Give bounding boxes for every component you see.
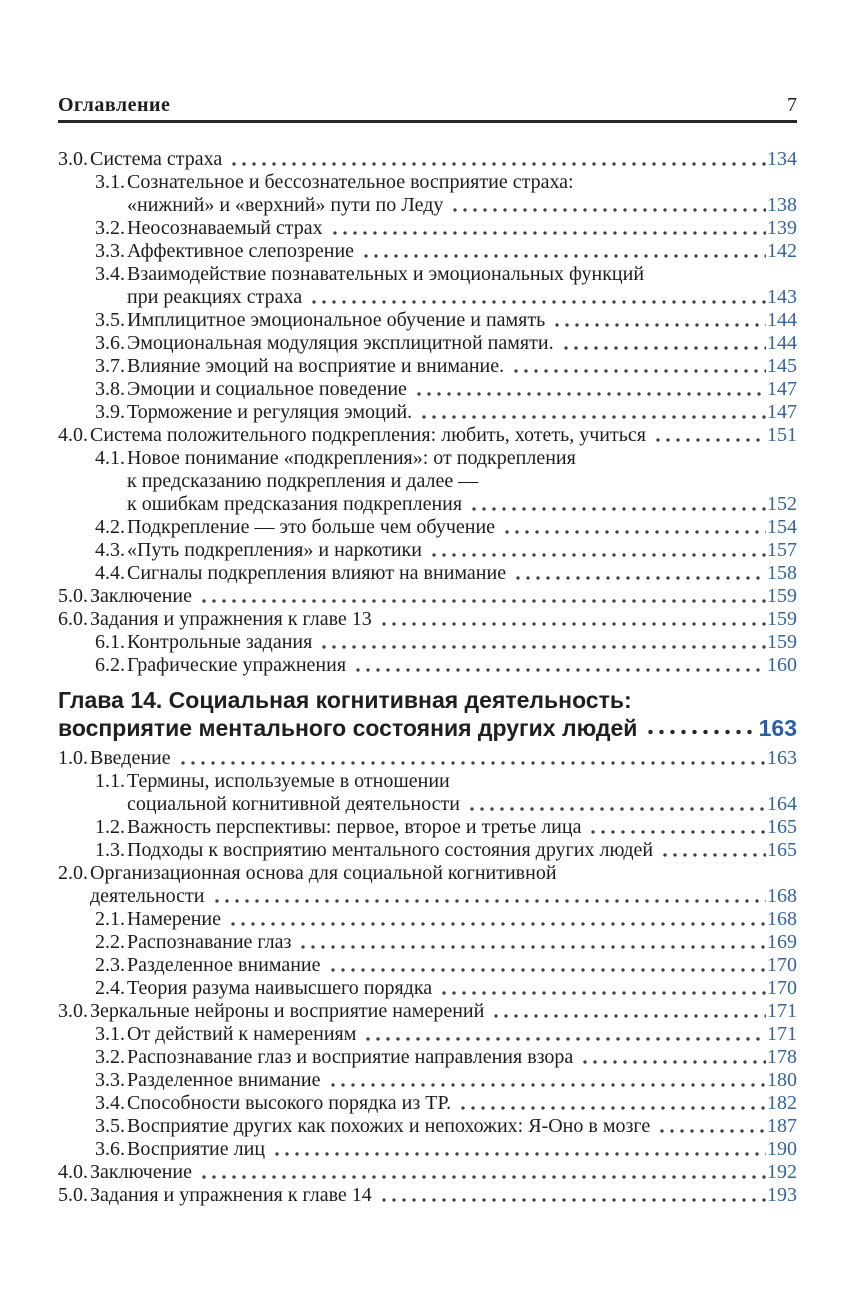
entry-title-line: Подкрепление — это больше чем обучение — [127, 516, 496, 538]
entry-line — [58, 539, 797, 562]
entry-number: 4.0. — [58, 424, 88, 446]
running-head — [58, 94, 797, 117]
entry-line — [58, 908, 797, 931]
entry-number: 3.5. — [95, 309, 125, 331]
entry-number: 4.0. — [58, 1161, 88, 1183]
dot-leader — [296, 931, 766, 954]
dot-leader — [437, 977, 766, 1000]
entry-title-line: Заключение — [90, 1161, 192, 1183]
entry-line — [58, 631, 797, 654]
entry-page-number: 159 — [767, 608, 797, 630]
toc-entry — [58, 1161, 797, 1184]
entry-title-line: Аффективное слепозрение — [127, 240, 355, 262]
entry-line — [58, 1115, 797, 1138]
entry-page-number: 165 — [767, 839, 797, 861]
dot-leader — [586, 816, 766, 839]
entry-line — [58, 770, 797, 793]
entry-page-number: 182 — [767, 1092, 797, 1114]
chapter-heading-line — [58, 686, 797, 714]
entry-page-number: 187 — [767, 1115, 797, 1137]
entry-number: 3.0. — [58, 1000, 88, 1022]
entry-page-number: 142 — [767, 240, 797, 262]
entry-number: 1.0. — [58, 747, 88, 769]
entry-number: 2.2. — [95, 931, 125, 953]
dot-leader — [417, 401, 766, 424]
entry-title-line: Восприятие лиц — [127, 1138, 266, 1160]
entry-line — [58, 562, 797, 585]
toc-entry — [58, 539, 797, 562]
entry-number: 3.4. — [95, 1092, 125, 1114]
entry-line — [58, 862, 797, 885]
chapter-title-line: восприятие ментального состояния других людей — [58, 715, 638, 741]
toc-entry — [58, 447, 797, 516]
dot-leader — [448, 194, 766, 217]
entry-title-line: Зеркальные нейроны и восприятие намерений — [90, 1000, 485, 1022]
dot-leader — [643, 714, 756, 742]
entry-line — [58, 217, 797, 240]
entry-line — [58, 1046, 797, 1069]
entry-number: 2.4. — [95, 977, 125, 999]
entry-number: 4.4. — [95, 562, 125, 584]
entry-line — [58, 954, 797, 977]
entry-line — [58, 1069, 797, 1092]
entry-number: 3.8. — [95, 378, 125, 400]
dot-leader — [361, 1023, 766, 1046]
entry-number: 6.2. — [95, 654, 125, 676]
dot-leader — [317, 631, 766, 654]
entry-title-line: Взаимодействие познавательных и эмоциональных функций — [127, 263, 645, 285]
entry-number: 3.6. — [95, 332, 125, 354]
entry-line — [58, 931, 797, 954]
entry-page-number: 164 — [767, 793, 797, 815]
dot-leader — [500, 516, 766, 539]
entry-page-number: 168 — [767, 908, 797, 930]
entry-title-line: социальной когнитивной деятельности — [127, 793, 460, 815]
entry-page-number: 160 — [767, 654, 797, 676]
dot-leader — [359, 240, 766, 263]
entry-number: 2.3. — [95, 954, 125, 976]
dot-leader — [412, 378, 766, 401]
entry-title-line: Эмоции и социальное поведение — [127, 378, 407, 400]
dot-leader — [651, 424, 766, 447]
entry-page-number: 144 — [767, 332, 797, 354]
entry-number: 3.5. — [95, 1115, 125, 1137]
toc-entry — [58, 171, 797, 217]
dot-leader — [465, 793, 766, 816]
dot-leader — [658, 839, 766, 862]
toc-entry — [58, 378, 797, 401]
toc-entry — [58, 516, 797, 539]
entry-number: 2.1. — [95, 908, 125, 930]
entry-title-line: «Путь подкрепления» и наркотики — [127, 539, 422, 561]
entry-title-line: Разделенное внимание — [127, 1069, 321, 1091]
entry-page-number: 159 — [767, 631, 797, 653]
entry-number: 3.1. — [95, 171, 125, 193]
entry-line — [58, 1023, 797, 1046]
entry-title-line: Эмоциональная модуляция эксплицитной памяти. — [127, 332, 554, 354]
entry-title-line: Задания и упражнения к главе 14 — [90, 1184, 372, 1206]
entry-title-line: Влияние эмоций на восприятие и внимание. — [127, 355, 505, 377]
entry-line — [58, 793, 797, 816]
entry-line — [58, 585, 797, 608]
entry-title-line: Намерение — [127, 908, 222, 930]
dot-leader — [377, 1184, 766, 1207]
entry-page-number: 192 — [767, 1161, 797, 1183]
entry-line — [58, 493, 797, 516]
entry-title-line: От действий к намерениям — [127, 1023, 357, 1045]
toc-entry — [58, 816, 797, 839]
dot-leader — [226, 908, 766, 931]
entry-number: 4.1. — [95, 447, 125, 469]
entry-page-number: 138 — [767, 194, 797, 216]
entry-line — [58, 332, 797, 355]
entry-title-line: Способности высокого порядка из ТР. — [127, 1092, 452, 1114]
entry-number: 1.2. — [95, 816, 125, 838]
entry-title-line: Система страха — [90, 148, 223, 170]
entry-page-number: 144 — [767, 309, 797, 331]
dot-leader — [550, 309, 766, 332]
toc-list — [58, 148, 797, 1207]
entry-title-line: к ошибкам предсказания подкрепления — [127, 493, 463, 515]
toc-entry — [58, 839, 797, 862]
entry-line — [58, 378, 797, 401]
header-rule — [58, 120, 797, 123]
dot-leader — [377, 608, 766, 631]
entry-title-line: деятельности — [90, 885, 205, 907]
toc-entry — [58, 654, 797, 677]
entry-page-number: 134 — [767, 148, 797, 170]
entry-number: 3.2. — [95, 217, 125, 239]
entry-line — [58, 240, 797, 263]
entry-title-line: Организационная основа для социальной когнитивной — [90, 862, 557, 884]
entry-number: 3.4. — [95, 263, 125, 285]
dot-leader — [270, 1138, 766, 1161]
entry-title-line: Графические упражнения — [127, 654, 347, 676]
entry-title-line: Термины, используемые в отношении — [127, 770, 450, 792]
entry-title-line: Подходы к восприятию ментального состояния других людей — [127, 839, 654, 861]
dot-leader — [326, 954, 766, 977]
entry-line — [58, 747, 797, 770]
dot-leader — [427, 539, 766, 562]
entry-title-line: Разделенное внимание — [127, 954, 321, 976]
entry-title-line: Заключение — [90, 585, 192, 607]
entry-title-line: «нижний» и «верхний» пути по Леду — [127, 194, 444, 216]
toc-entry — [58, 770, 797, 816]
dot-leader — [489, 1000, 766, 1023]
chapter-title-line: Глава 14. Социальная когнитивная деятельность: — [58, 687, 632, 713]
toc-entry — [58, 977, 797, 1000]
entry-number: 3.2. — [95, 1046, 125, 1068]
dot-leader — [328, 217, 766, 240]
toc-entry — [58, 1092, 797, 1115]
toc-entry — [58, 931, 797, 954]
entry-title-line: Система положительного подкрепления: любить, хотеть, учиться — [90, 424, 646, 446]
entry-line — [58, 608, 797, 631]
entry-line — [58, 401, 797, 424]
dot-leader — [351, 654, 766, 677]
toc-entry — [58, 862, 797, 908]
entry-page-number: 178 — [767, 1046, 797, 1068]
entry-page-number: 190 — [767, 1138, 797, 1160]
entry-page-number: 139 — [767, 217, 797, 239]
entry-line — [58, 171, 797, 194]
toc-entry — [58, 1115, 797, 1138]
entry-page-number: 159 — [767, 585, 797, 607]
entry-line — [58, 148, 797, 171]
entry-page-number: 163 — [758, 715, 797, 741]
entry-number: 6.0. — [58, 608, 88, 630]
entry-title-line: при реакциях страха — [127, 286, 303, 308]
toc-entry — [58, 332, 797, 355]
entry-title-line: Сигналы подкрепления влияют на внимание — [127, 562, 507, 584]
entry-page-number: 180 — [767, 1069, 797, 1091]
toc-entry — [58, 1000, 797, 1023]
entry-number: 4.2. — [95, 516, 125, 538]
toc-entry — [58, 1069, 797, 1092]
toc-entry — [58, 355, 797, 378]
toc-entry — [58, 954, 797, 977]
toc-entry — [58, 1138, 797, 1161]
dot-leader — [227, 148, 766, 171]
running-head-title: Оглавление — [58, 94, 171, 116]
entry-line — [58, 286, 797, 309]
dot-leader — [197, 1161, 766, 1184]
toc-entry — [58, 562, 797, 585]
entry-title-line: Распознавание глаз и восприятие направления взора — [127, 1046, 574, 1068]
toc-entry — [58, 1184, 797, 1207]
dot-leader — [176, 747, 766, 770]
toc-entry — [58, 401, 797, 424]
entry-line — [58, 470, 797, 493]
dot-leader — [210, 885, 767, 908]
entry-page-number: 163 — [767, 747, 797, 769]
entry-line — [58, 885, 797, 908]
entry-line — [58, 1000, 797, 1023]
entry-title-line: Неосознаваемый страх — [127, 217, 323, 239]
dot-leader — [655, 1115, 766, 1138]
entry-page-number: 143 — [767, 286, 797, 308]
entry-number: 5.0. — [58, 585, 88, 607]
toc-entry — [58, 585, 797, 608]
entry-line — [58, 839, 797, 862]
entry-line — [58, 309, 797, 332]
toc-entry — [58, 1023, 797, 1046]
entry-number: 3.9. — [95, 401, 125, 423]
entry-page-number: 154 — [767, 516, 797, 538]
entry-title-line: Восприятие других как похожих и непохожих: Я-Оно в мозге — [127, 1115, 651, 1137]
entry-line — [58, 263, 797, 286]
dot-leader — [578, 1046, 766, 1069]
entry-line — [58, 654, 797, 677]
toc-entry — [58, 908, 797, 931]
chapter-heading-line — [58, 714, 797, 742]
toc-entry — [58, 608, 797, 631]
entry-page-number: 158 — [767, 562, 797, 584]
entry-page-number: 147 — [767, 378, 797, 400]
entry-number: 3.3. — [95, 240, 125, 262]
toc-entry — [58, 1046, 797, 1069]
page-content — [58, 94, 797, 1207]
toc-entry — [58, 263, 797, 309]
entry-title-line: Распознавание глаз — [127, 931, 292, 953]
entry-title-line: Торможение и регуляция эмоций. — [127, 401, 413, 423]
entry-line — [58, 1092, 797, 1115]
entry-line — [58, 1161, 797, 1184]
toc-entry — [58, 631, 797, 654]
entry-line — [58, 194, 797, 217]
dot-leader — [456, 1092, 766, 1115]
dot-leader — [197, 585, 766, 608]
entry-number: 1.3. — [95, 839, 125, 861]
toc-entry — [58, 424, 797, 447]
entry-title-line: Важность перспективы: первое, второе и третье лица — [127, 816, 582, 838]
entry-page-number: 170 — [767, 954, 797, 976]
entry-number: 2.0. — [58, 862, 88, 884]
entry-number: 3.0. — [58, 148, 88, 170]
entry-title-line: Теория разума наивысшего порядка — [127, 977, 433, 999]
entry-title-line: к предсказанию подкрепления и далее — — [127, 470, 479, 492]
toc-entry — [58, 217, 797, 240]
entry-page-number: 171 — [767, 1000, 797, 1022]
entry-page-number: 168 — [767, 885, 797, 907]
entry-page-number: 193 — [767, 1184, 797, 1206]
toc-entry — [58, 148, 797, 171]
entry-page-number: 151 — [767, 424, 797, 446]
entry-title-line: Новое понимание «подкрепления»: от подкрепления — [127, 447, 576, 469]
toc-entry — [58, 240, 797, 263]
entry-line — [58, 355, 797, 378]
entry-title-line: Сознательное и бессознательное восприятие страха: — [127, 171, 574, 193]
entry-title-line: Задания и упражнения к главе 13 — [90, 608, 372, 630]
entry-page-number: 171 — [767, 1023, 797, 1045]
entry-line — [58, 1184, 797, 1207]
dot-leader — [326, 1069, 766, 1092]
entry-title-line: Имплицитное эмоциональное обучение и память — [127, 309, 546, 331]
entry-page-number: 147 — [767, 401, 797, 423]
entry-line — [58, 447, 797, 470]
running-head-page-number: 7 — [787, 94, 797, 116]
entry-line — [58, 424, 797, 447]
dot-leader — [559, 332, 766, 355]
dot-leader — [511, 562, 766, 585]
toc-entry — [58, 747, 797, 770]
entry-number: 5.0. — [58, 1184, 88, 1206]
entry-line — [58, 1138, 797, 1161]
toc-entry — [58, 309, 797, 332]
entry-number: 1.1. — [95, 770, 125, 792]
entry-page-number: 157 — [767, 539, 797, 561]
dot-leader — [307, 286, 766, 309]
entry-line — [58, 977, 797, 1000]
entry-number: 3.7. — [95, 355, 125, 377]
entry-line — [58, 816, 797, 839]
entry-number: 3.6. — [95, 1138, 125, 1160]
entry-page-number: 165 — [767, 816, 797, 838]
entry-number: 3.3. — [95, 1069, 125, 1091]
entry-page-number: 145 — [767, 355, 797, 377]
entry-line — [58, 516, 797, 539]
chapter-heading — [58, 686, 797, 742]
entry-number: 6.1. — [95, 631, 125, 653]
entry-title-line: Контрольные задания — [127, 631, 313, 653]
entry-page-number: 169 — [767, 931, 797, 953]
entry-title-line: Введение — [90, 747, 171, 769]
entry-page-number: 170 — [767, 977, 797, 999]
entry-number: 3.1. — [95, 1023, 125, 1045]
entry-number: 4.3. — [95, 539, 125, 561]
entry-page-number: 152 — [767, 493, 797, 515]
dot-leader — [467, 493, 766, 516]
dot-leader — [509, 355, 766, 378]
